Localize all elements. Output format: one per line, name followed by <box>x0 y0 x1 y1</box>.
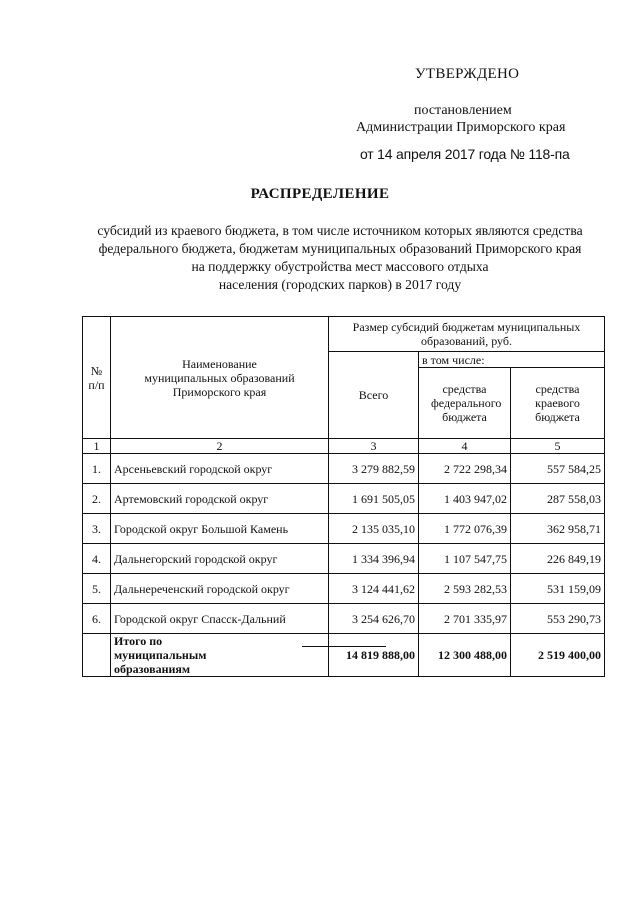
row-name: Городской округ Спасск-Дальний <box>111 604 329 634</box>
col-number: 5 <box>511 439 605 454</box>
header-num: № п/п <box>83 317 111 439</box>
row-regional: 557 584,25 <box>511 454 605 484</box>
table-row <box>83 604 605 634</box>
col-number: 1 <box>83 439 111 454</box>
row-total: 3 254 626,70 <box>329 604 419 634</box>
row-num: 2. <box>83 484 111 514</box>
subtitle-line: на поддержку обустройства мест массового отдыха <box>191 259 489 274</box>
row-name: Арсеньевский городской округ <box>111 454 329 484</box>
subtitle-line: федерального бюджета, бюджетам муниципальных образований Приморского края <box>98 241 582 256</box>
header-federal: средства федерального бюджета <box>419 368 511 439</box>
row-federal: 2 701 335,97 <box>419 604 511 634</box>
row-federal: 1 403 947,02 <box>419 484 511 514</box>
decree-line-3: от 14 апреля 2017 года № 118-па <box>360 146 570 162</box>
row-total: 1 691 505,05 <box>329 484 419 514</box>
decree-line-1: постановлением <box>414 103 512 118</box>
row-name: Дальнереченский городской округ <box>111 574 329 604</box>
totals-num <box>83 634 111 677</box>
row-federal: 2 593 282,53 <box>419 574 511 604</box>
header-name: Наименование муниципальных образований Приморского края <box>111 317 329 439</box>
totals-label: Итого по муниципальным образованиям <box>111 634 329 677</box>
row-federal: 2 722 298,34 <box>419 454 511 484</box>
row-name: Дальнегорский городской округ <box>111 544 329 574</box>
row-total: 3 279 882,59 <box>329 454 419 484</box>
col-number: 3 <box>329 439 419 454</box>
approved-label: УТВЕРЖДЕНО <box>415 66 520 82</box>
row-total: 3 124 441,62 <box>329 574 419 604</box>
row-regional: 553 290,73 <box>511 604 605 634</box>
row-num: 4. <box>83 544 111 574</box>
row-regional: 287 558,03 <box>511 484 605 514</box>
table-row <box>83 454 605 484</box>
row-federal: 1 772 076,39 <box>419 514 511 544</box>
subtitle-line: субсидий из краевого бюджета, в том числе источником которых являются средства <box>97 223 583 238</box>
document-subtitle <box>60 222 620 294</box>
row-num: 6. <box>83 604 111 634</box>
col-number: 2 <box>111 439 329 454</box>
table-row <box>83 574 605 604</box>
row-num: 5. <box>83 574 111 604</box>
row-name: Артемовский городской округ <box>111 484 329 514</box>
table-row <box>83 514 605 544</box>
table-row <box>83 544 605 574</box>
row-total: 1 334 396,94 <box>329 544 419 574</box>
row-regional: 531 159,09 <box>511 574 605 604</box>
closing-rule <box>302 646 386 647</box>
totals-regional: 2 519 400,00 <box>511 634 605 677</box>
row-name: Городской округ Большой Камень <box>111 514 329 544</box>
row-regional: 362 958,71 <box>511 514 605 544</box>
row-num: 3. <box>83 514 111 544</box>
row-regional: 226 849,19 <box>511 544 605 574</box>
subtitle-line: населения (городских парков) в 2017 году <box>218 277 462 292</box>
row-federal: 1 107 547,75 <box>419 544 511 574</box>
header-size: Размер субсидий бюджетам муниципальных образований, руб. <box>329 317 605 352</box>
totals-total: 14 819 888,00 <box>329 634 419 677</box>
table-row <box>83 484 605 514</box>
decree-line-2: Администрации Приморского края <box>356 120 566 135</box>
header-total: Всего <box>329 352 419 439</box>
header-including: в том числе: <box>419 352 605 368</box>
totals-row <box>83 634 605 677</box>
distribution-table <box>82 316 605 677</box>
totals-federal: 12 300 488,00 <box>419 634 511 677</box>
col-number: 4 <box>419 439 511 454</box>
row-total: 2 135 035,10 <box>329 514 419 544</box>
document-title: РАСПРЕДЕЛЕНИЕ <box>250 186 390 202</box>
header-regional: средства краевого бюджета <box>511 368 605 439</box>
row-num: 1. <box>83 454 111 484</box>
